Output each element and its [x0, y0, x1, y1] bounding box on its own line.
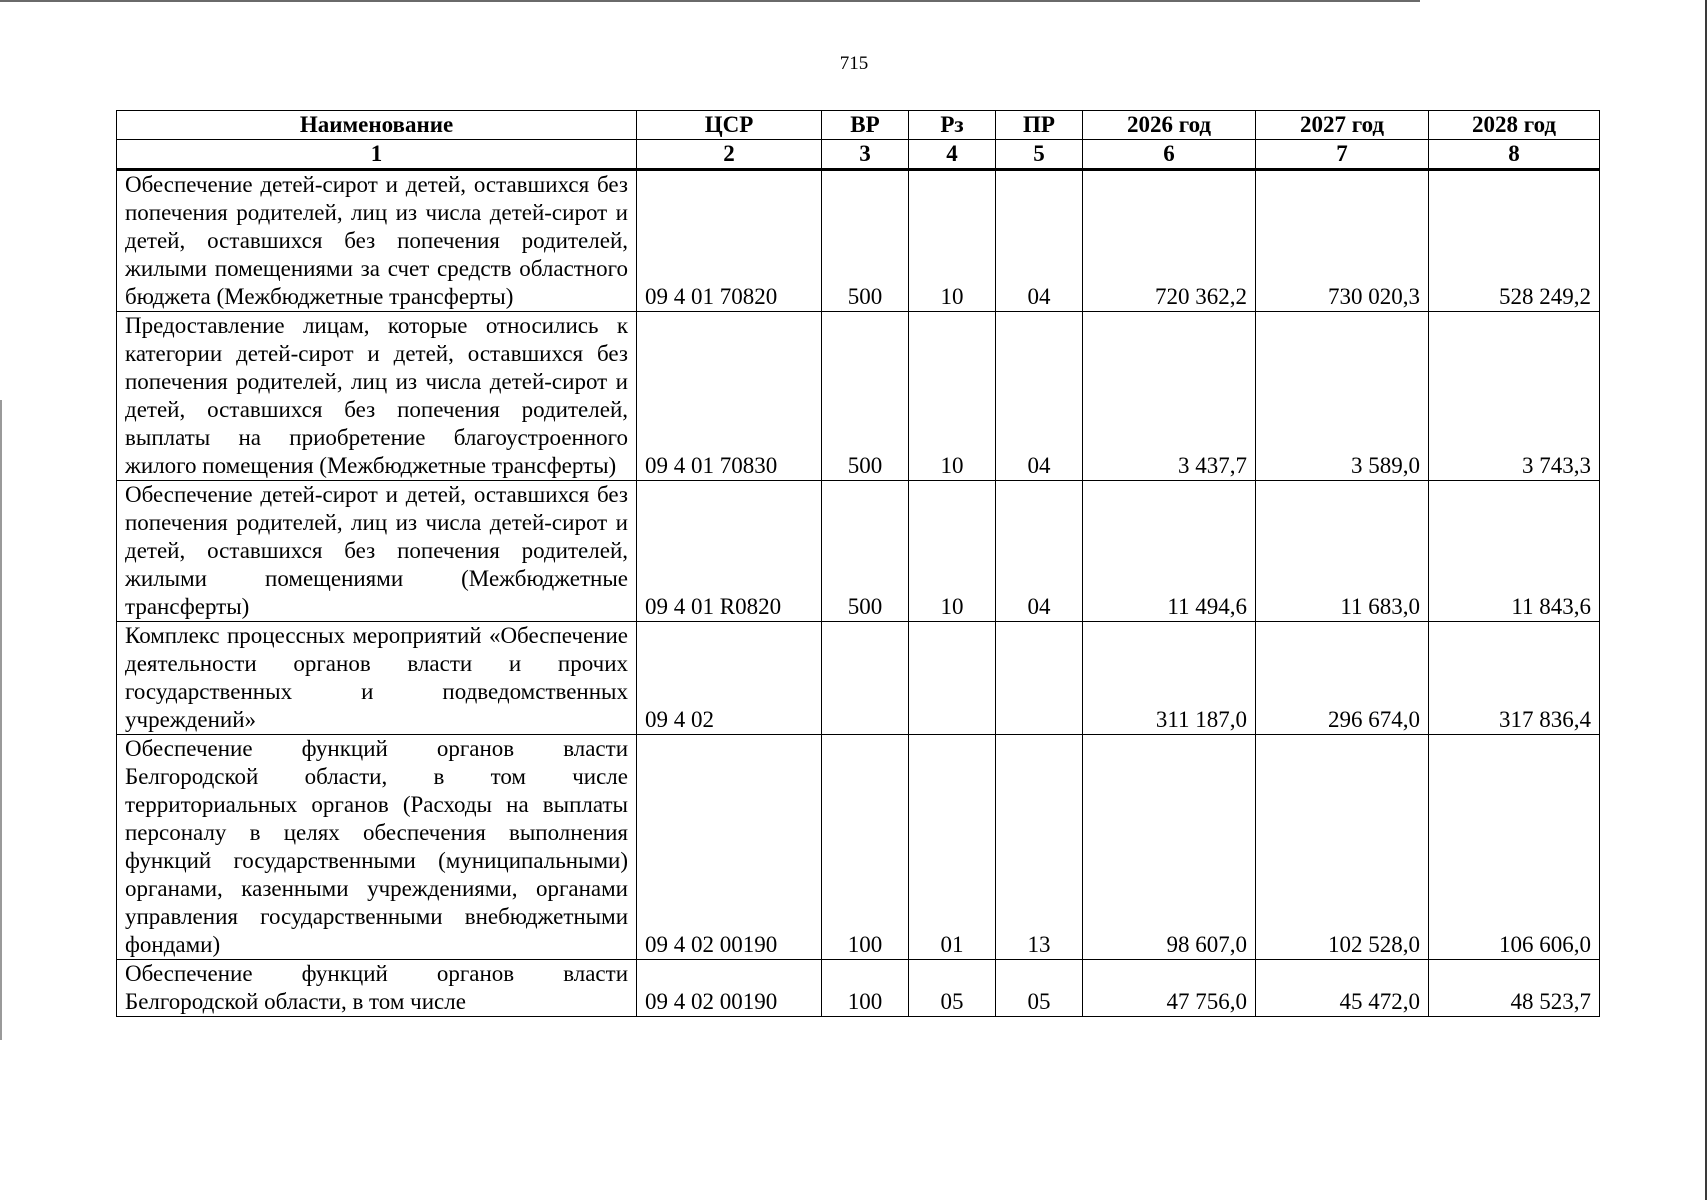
row-2026: 98 607,0 — [1083, 735, 1256, 960]
row-2027: 11 683,0 — [1256, 481, 1429, 622]
row-2028: 106 606,0 — [1429, 735, 1600, 960]
scan-left-mark — [0, 400, 2, 1040]
header-rz: Рз — [909, 111, 996, 140]
table-row — [117, 312, 1600, 481]
table-row — [117, 735, 1600, 960]
row-rz: 05 — [909, 960, 996, 1017]
table-row — [117, 170, 1600, 312]
row-2027: 3 589,0 — [1256, 312, 1429, 481]
column-number: 8 — [1429, 140, 1600, 170]
header-vr: ВР — [822, 111, 909, 140]
row-2026: 720 362,2 — [1083, 170, 1256, 312]
row-2026: 47 756,0 — [1083, 960, 1256, 1017]
header-row — [117, 111, 1600, 140]
row-rz: 10 — [909, 481, 996, 622]
row-name: Обеспечение функций органов власти Белгородской области, в том числе территориальных органов (Расходы на выплаты персоналу в целях обеспечения выполнения функций государственными (муниципальными) органами, казенными учреждениями, органами управления государственными внебюджетными фондами) — [117, 735, 637, 960]
header-2026: 2026 год — [1083, 111, 1256, 140]
row-name: Обеспечение детей-сирот и детей, оставшихся без попечения родителей, лиц из числа детей-сирот и детей, оставшихся без попечения родителей, жилыми помещениями за счет средств областного бюджета (Межбюджетные трансферты) — [117, 170, 637, 312]
row-rz: 01 — [909, 735, 996, 960]
row-2026: 11 494,6 — [1083, 481, 1256, 622]
row-csr: 09 4 01 70820 — [637, 170, 822, 312]
row-rz — [909, 622, 996, 735]
page-number: 715 — [839, 53, 869, 74]
row-name: Обеспечение функций органов власти Белгородской области, в том числе — [117, 960, 637, 1017]
row-rz: 10 — [909, 170, 996, 312]
row-pr: 05 — [996, 960, 1083, 1017]
header-pr: ПР — [996, 111, 1083, 140]
row-2027: 296 674,0 — [1256, 622, 1429, 735]
table-row — [117, 960, 1600, 1017]
row-2028: 11 843,6 — [1429, 481, 1600, 622]
header-2027: 2027 год — [1256, 111, 1429, 140]
column-number-row — [117, 140, 1600, 170]
row-csr: 09 4 02 — [637, 622, 822, 735]
row-2028: 48 523,7 — [1429, 960, 1600, 1017]
column-number: 2 — [637, 140, 822, 170]
row-2028: 528 249,2 — [1429, 170, 1600, 312]
row-vr: 500 — [822, 312, 909, 481]
row-name: Обеспечение детей-сирот и детей, оставшихся без попечения родителей, лиц из числа детей-сирот и детей, оставшихся без попечения родителей, жилыми помещениями (Межбюджетные трансферты) — [117, 481, 637, 622]
row-vr — [822, 622, 909, 735]
row-2027: 45 472,0 — [1256, 960, 1429, 1017]
row-name: Предоставление лицам, которые относились к категории детей-сирот и детей, оставшихся без попечения родителей, лиц из числа детей-сирот и детей, оставшихся без попечения родителей, выплаты на приобретение благоустроенного жилого помещения (Межбюджетные трансферты) — [117, 312, 637, 481]
row-csr: 09 4 02 00190 — [637, 735, 822, 960]
row-pr: 04 — [996, 312, 1083, 481]
row-2026: 3 437,7 — [1083, 312, 1256, 481]
table-row — [117, 481, 1600, 622]
scan-top-edge — [0, 0, 1420, 2]
column-number: 3 — [822, 140, 909, 170]
header-csr: ЦСР — [637, 111, 822, 140]
column-number: 6 — [1083, 140, 1256, 170]
table-row — [117, 622, 1600, 735]
row-vr: 100 — [822, 735, 909, 960]
header-2028: 2028 год — [1429, 111, 1600, 140]
row-pr: 04 — [996, 170, 1083, 312]
column-number: 5 — [996, 140, 1083, 170]
row-pr — [996, 622, 1083, 735]
row-vr: 500 — [822, 170, 909, 312]
column-number: 7 — [1256, 140, 1429, 170]
row-name: Комплекс процессных мероприятий «Обеспечение деятельности органов власти и прочих государственных и подведомственных учреждений» — [117, 622, 637, 735]
column-number: 4 — [909, 140, 996, 170]
budget-table — [116, 110, 1600, 1017]
row-csr: 09 4 01 R0820 — [637, 481, 822, 622]
header-name: Наименование — [117, 111, 637, 140]
row-2027: 102 528,0 — [1256, 735, 1429, 960]
row-2027: 730 020,3 — [1256, 170, 1429, 312]
row-2028: 317 836,4 — [1429, 622, 1600, 735]
row-csr: 09 4 02 00190 — [637, 960, 822, 1017]
row-vr: 500 — [822, 481, 909, 622]
row-2028: 3 743,3 — [1429, 312, 1600, 481]
row-pr: 13 — [996, 735, 1083, 960]
row-2026: 311 187,0 — [1083, 622, 1256, 735]
column-number: 1 — [117, 140, 637, 170]
scan-right-edge — [1705, 0, 1707, 1200]
row-csr: 09 4 01 70830 — [637, 312, 822, 481]
row-rz: 10 — [909, 312, 996, 481]
row-pr: 04 — [996, 481, 1083, 622]
row-vr: 100 — [822, 960, 909, 1017]
